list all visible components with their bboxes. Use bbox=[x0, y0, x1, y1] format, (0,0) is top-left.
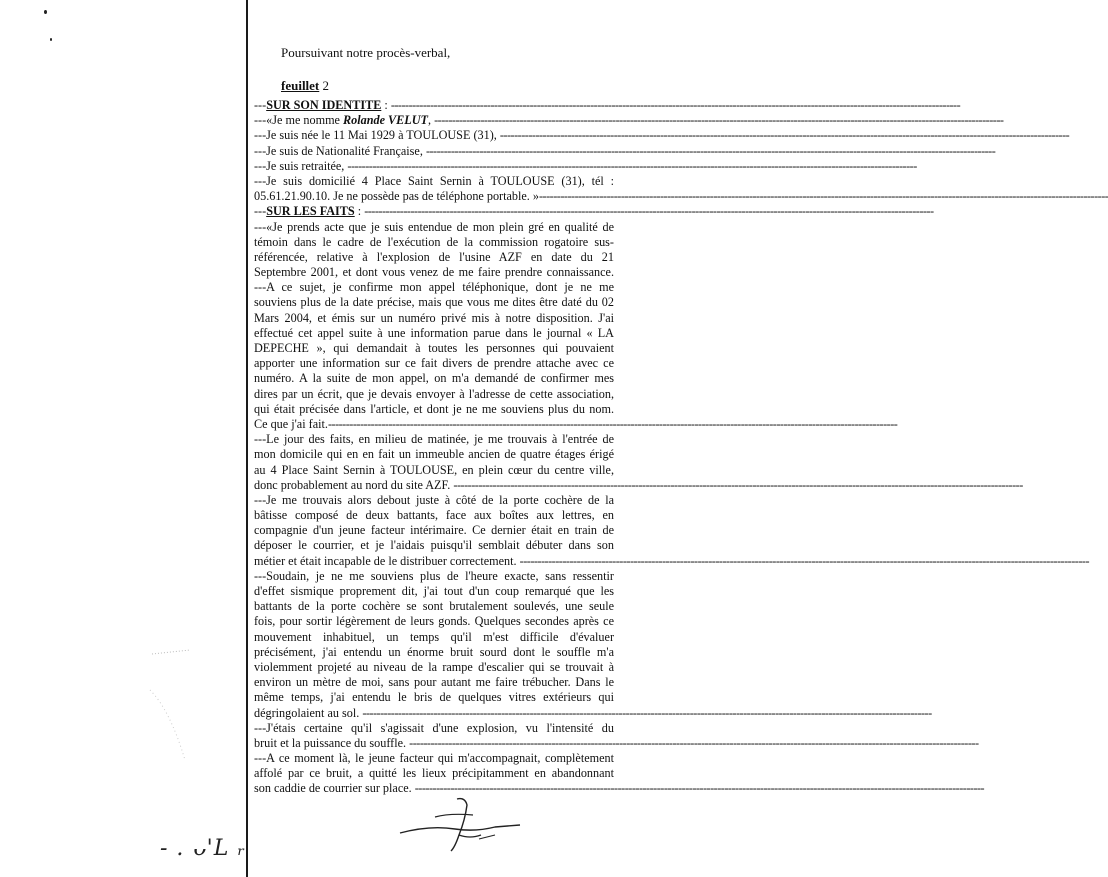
statement-body bbox=[254, 98, 1108, 797]
line-suffix: : bbox=[381, 98, 391, 112]
text-line bbox=[254, 690, 614, 705]
line-text: donc probablement au nord du site AZF. bbox=[254, 477, 454, 492]
dash-filler: ---------------------------------------------------------------------------------------------------------------------------------------------------------------- bbox=[538, 189, 1108, 204]
text-line bbox=[254, 538, 614, 553]
dash-filler: ---------------------------------------------------------------------------------------------------------------------------------------------------------------- bbox=[519, 553, 1090, 568]
line-text: DEPECHE », qui demandait à toutes les personnes qui pouvaient bbox=[254, 341, 614, 355]
text-line bbox=[254, 614, 614, 629]
dash-filler: ---------------------------------------------------------------------------------------------------------------------------------------------------------------- bbox=[425, 143, 996, 158]
dash-filler: ---------------------------------------------------------------------------------------------------------------------------------------------------------------- bbox=[434, 113, 1004, 128]
line-text bbox=[254, 98, 391, 113]
line-text: déposer le courrier, et je l'aidais puisqu'il semblait débuter dans son bbox=[254, 538, 614, 553]
line-text: apporter une information sur ce fait divers de prendre attache avec ce bbox=[254, 356, 614, 371]
line-text: qui était précisée dans l'article, et dont je ne me souviens plus du nom. bbox=[254, 401, 614, 416]
text-line bbox=[254, 402, 614, 417]
line-text: ---J'étais certaine qu'il s'agissait d'une explosion, vu l'intensité du bbox=[254, 720, 614, 735]
line-text: au 4 Place Saint Sernin à TOULOUSE, en plein cœur du centre ville, bbox=[254, 462, 614, 477]
text-line bbox=[254, 599, 614, 614]
text-line bbox=[254, 98, 961, 113]
line-text: référencée, relative à l'explosion de l'usine AZF en date du 21 bbox=[254, 249, 614, 264]
text-line bbox=[254, 128, 1070, 143]
line-text: souviens plus de la date précise, mais que vous me dites être daté du 02 bbox=[254, 295, 614, 310]
text-line bbox=[254, 220, 614, 235]
sheet-label: feuillet bbox=[281, 78, 320, 93]
text-line bbox=[254, 766, 614, 781]
line-text: battants de la porte cochère se sont brutalement soulevés, une seule bbox=[254, 599, 614, 614]
text-line bbox=[254, 630, 614, 645]
section-heading: SUR LES FAITS bbox=[266, 204, 355, 219]
line-text: environ un mètre de moi, sans pour autant me faire trébucher. Dans le bbox=[254, 675, 614, 690]
line-text: ---Je suis née le 11 Mai 1929 à TOULOUSE (31), bbox=[254, 128, 500, 143]
dash-filler: ---------------------------------------------------------------------------------------------------------------------------------------------------------------- bbox=[453, 477, 1023, 492]
text-line bbox=[254, 189, 1108, 204]
scan-smudge bbox=[150, 650, 210, 770]
line-text bbox=[254, 113, 434, 128]
text-line bbox=[254, 751, 614, 766]
text-line bbox=[254, 371, 614, 386]
text-line bbox=[254, 705, 932, 721]
text-line bbox=[254, 675, 614, 690]
line-text: mouvement inhabituel, un temps qu'il m'est difficile d'évaluer bbox=[254, 629, 614, 644]
text-line bbox=[254, 735, 979, 751]
text-line bbox=[254, 250, 614, 265]
text-line bbox=[254, 143, 996, 159]
line-text: 05.61.21.90.10. Je ne possède pas de téléphone portable. » bbox=[254, 189, 539, 204]
line-prefix: --- bbox=[254, 204, 267, 219]
line-text: fois, pour sortir légèrement de leurs gonds. Quelques secondes après ce bbox=[254, 614, 614, 629]
dash-filler: ---------------------------------------------------------------------------------------------------------------------------------------------------------------- bbox=[327, 416, 898, 431]
line-prefix: ---«Je me nomme bbox=[254, 113, 344, 128]
text-line bbox=[254, 553, 1090, 569]
line-text: d'effet sismique proprement dit, j'ai tout d'un coup remarqué que les bbox=[254, 584, 614, 598]
text-line bbox=[254, 295, 614, 310]
dash-filler: ---------------------------------------------------------------------------------------------------------------------------------------------------------------- bbox=[362, 705, 932, 720]
text-line bbox=[254, 508, 614, 523]
dash-filler: ---------------------------------------------------------------------------------------------------------------------------------------------------------------- bbox=[390, 98, 961, 112]
line-text: compagnie d'un jeune facteur intérimaire. Ce dernier était en train de bbox=[254, 523, 614, 538]
text-line bbox=[254, 569, 614, 584]
dash-filler: ---------------------------------------------------------------------------------------------------------------------------------------------------------------- bbox=[364, 204, 934, 219]
text-line bbox=[254, 204, 934, 219]
page-heading: Poursuivant notre procès-verbal, bbox=[281, 45, 451, 60]
line-text: Mars 2004, et émis sur un numéro privé mis à notre disposition. J'ai bbox=[254, 310, 614, 325]
line-text: dires par un écrit, que je devais envoyer à l'adresse de cette association, bbox=[254, 386, 614, 401]
line-text: témoin dans le cadre de l'exécution de la commission rogatoire sus- bbox=[254, 234, 614, 249]
line-text: effectué cet appel suite à une information parue dans le journal « LA bbox=[254, 325, 614, 340]
text-line bbox=[254, 584, 614, 599]
line-text: Septembre 2001, et dont vous venez de me faire prendre connaissance. bbox=[254, 265, 614, 280]
text-line bbox=[254, 326, 614, 341]
line-text: numéro. A la suite de mon appel, on m'a demandé de confirmer mes bbox=[254, 371, 614, 386]
text-line bbox=[254, 721, 614, 736]
line-text: ---Je me trouvais alors debout juste à côté de la porte cochère de la bbox=[254, 492, 614, 507]
scan-speck bbox=[44, 10, 47, 14]
line-text: bruit et la puissance du souffle. bbox=[254, 735, 410, 750]
section-heading: SUR SON IDENTITE bbox=[266, 98, 382, 112]
text-line bbox=[254, 158, 917, 174]
text-line bbox=[254, 341, 614, 356]
line-text: dégringolaient au sol. bbox=[254, 705, 363, 720]
text-line bbox=[254, 660, 614, 675]
scan-speck bbox=[50, 38, 52, 41]
dash-filler: ---------------------------------------------------------------------------------------------------------------------------------------------------------------- bbox=[499, 128, 1070, 143]
line-text: violemment projeté au niveau de la rampe d'escalier qui se trouvait à bbox=[254, 659, 614, 674]
witness-name: Rolande VELUT bbox=[343, 113, 428, 128]
line-text: précisément, j'ai entendu un énorme bruit sourd dont le souffle m'a bbox=[254, 644, 614, 659]
dash-filler: ---------------------------------------------------------------------------------------------------------------------------------------------------------------- bbox=[414, 781, 985, 796]
sheet-value: 2 bbox=[322, 78, 330, 93]
line-text: affolé par ce bruit, a quitté les lieux précipitamment en abandonnant bbox=[254, 766, 614, 781]
initials-mark: - . ᴗ'L ᵣ bbox=[160, 836, 246, 861]
margin-rule bbox=[246, 0, 248, 877]
line-text: ---Je suis domicilié 4 Place Saint Sernin à TOULOUSE (31), tél : bbox=[254, 173, 614, 188]
text-line bbox=[254, 235, 614, 250]
text-line bbox=[254, 265, 614, 280]
signature bbox=[395, 795, 525, 855]
text-line bbox=[254, 523, 614, 538]
line-text: métier et était incapable de le distribuer correctement. bbox=[254, 553, 520, 568]
line-text: ---Je suis retraitée, bbox=[254, 158, 348, 173]
line-text: même temps, j'ai entendu le bris de quelques vitres extérieurs qui bbox=[254, 690, 614, 705]
text-line bbox=[254, 387, 614, 402]
text-line bbox=[254, 113, 1004, 128]
text-line bbox=[254, 447, 614, 462]
line-text: bâtisse composé de deux battants, face aux boîtes aux lettres, en bbox=[254, 508, 614, 523]
sheet-number bbox=[281, 78, 329, 94]
text-line bbox=[254, 356, 614, 371]
line-text: ---Je suis de Nationalité Française, bbox=[254, 143, 426, 158]
line-text bbox=[254, 204, 364, 219]
text-line bbox=[254, 645, 614, 660]
line-text: ---Soudain, je ne me souviens plus de l'heure exacte, sans ressentir bbox=[254, 568, 614, 583]
text-line bbox=[254, 280, 614, 295]
line-text: ---A ce sujet, je confirme mon appel téléphonique, dont je ne me bbox=[254, 280, 614, 295]
text-line bbox=[254, 477, 1023, 493]
text-line bbox=[254, 311, 614, 326]
dash-filler: ---------------------------------------------------------------------------------------------------------------------------------------------------------------- bbox=[347, 158, 917, 173]
text-line bbox=[254, 493, 614, 508]
line-suffix: : bbox=[354, 204, 365, 219]
text-line bbox=[254, 432, 614, 447]
line-text: ---A ce moment là, le jeune facteur qui m'accompagnait, complètement bbox=[254, 751, 614, 766]
line-text: mon domicile qui en en fait un immeuble ancien de quatre étages érigé bbox=[254, 447, 614, 462]
line-text: ---Le jour des faits, en milieu de matinée, je me trouvais à l'entrée de bbox=[254, 432, 614, 447]
text-line bbox=[254, 174, 614, 189]
text-line bbox=[254, 463, 614, 478]
text-line bbox=[254, 416, 898, 432]
line-prefix: --- bbox=[254, 98, 267, 112]
line-suffix: , bbox=[428, 113, 435, 128]
dash-filler: ---------------------------------------------------------------------------------------------------------------------------------------------------------------- bbox=[409, 735, 979, 750]
line-text: ---«Je prends acte que je suis entendue de mon plein gré en qualité de bbox=[254, 219, 614, 234]
line-text: Ce que j'ai fait. bbox=[254, 416, 328, 431]
line-text: son caddie de courrier sur place. bbox=[254, 781, 415, 796]
